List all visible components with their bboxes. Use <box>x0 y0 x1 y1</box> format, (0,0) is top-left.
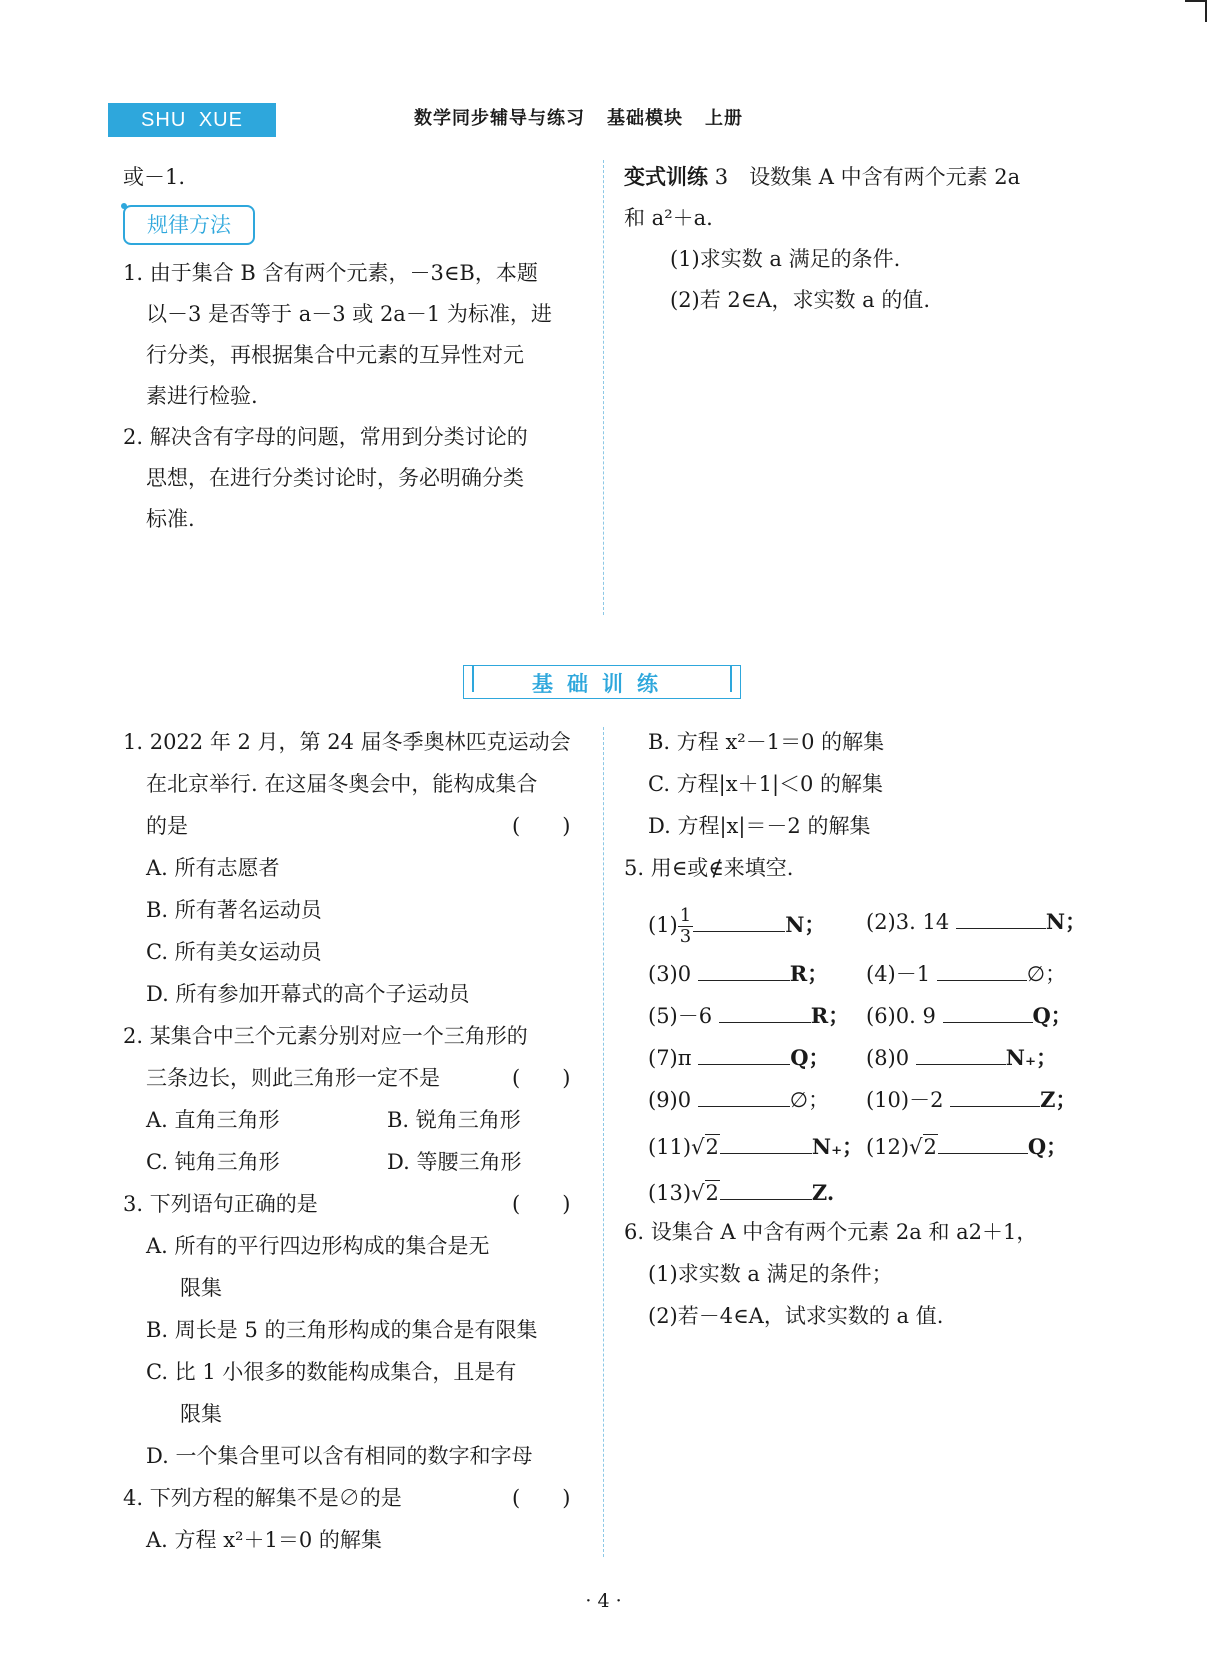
variant-training-line2: 和 a²＋a. <box>624 206 713 230</box>
q2-option-d: D. 等腰三角形 <box>387 1150 522 1174</box>
q6-line: 6. 设集合 A 中含有两个元素 2a 和 a2＋1， <box>624 1220 1038 1244</box>
q4-answer-paren: ( ) <box>512 1486 571 1510</box>
page-number: · 4 · <box>585 1590 622 1612</box>
q5-item-10: (10)－2 Z； <box>866 1084 1077 1114</box>
q5-item-9: (9)0 ∅； <box>648 1084 829 1114</box>
column-divider-bottom <box>603 727 604 1557</box>
q5-item-4: (4)－1 ∅； <box>866 958 1066 988</box>
variant-training-line1: 变式训练 3 设数集 A 中含有两个元素 2a <box>624 164 1021 189</box>
q1-option-c: C. 所有美女运动员 <box>146 940 322 964</box>
method-p2-line2: 思想，在进行分类讨论时，务必明确分类 <box>146 466 524 490</box>
method-p1-line2: 以－3 是否等于 a－3 或 2a－1 为标准，进 <box>146 302 552 326</box>
method-p1-line1: 1. 由于集合 B 含有两个元素，－3∈B，本题 <box>123 261 538 285</box>
q3-option-a-line2: 限集 <box>180 1276 222 1300</box>
q1-line2: 在北京举行. 在这届冬奥会中，能构成集合 <box>146 772 538 796</box>
q2-option-c: C. 钝角三角形 <box>146 1150 280 1174</box>
q5-item-5: (5)－6 R； <box>648 1000 849 1030</box>
q3-answer-paren: ( ) <box>512 1192 571 1216</box>
q1-line1: 1. 2022 年 2 月，第 24 届冬季奥林匹克运动会 <box>123 730 571 754</box>
q5-item-12: (12)√2 Q； <box>866 1131 1067 1161</box>
corner-mark <box>1185 0 1207 22</box>
q6-sub1: (1)求实数 a 满足的条件； <box>648 1262 893 1286</box>
q4-option-b: B. 方程 x²－1＝0 的解集 <box>648 730 885 754</box>
q2-line2: 三条边长，则此三角形一定不是 <box>146 1066 440 1090</box>
q4-option-a: A. 方程 x²＋1＝0 的解集 <box>146 1528 382 1552</box>
q5-item-11: (11)√2 N₊； <box>648 1131 863 1161</box>
q2-option-a: A. 直角三角形 <box>146 1108 280 1132</box>
q4-line: 4. 下列方程的解集不是∅的是 <box>123 1486 402 1510</box>
method-tag: 规律方法 <box>123 205 255 245</box>
method-p2-line1: 2. 解决含有字母的问题，常用到分类讨论的 <box>123 425 528 449</box>
method-p1-line3: 行分类，再根据集合中元素的互异性对元 <box>146 343 524 367</box>
continued-answer: 或－1. <box>123 165 186 189</box>
q5-line: 5. 用∈或∉来填空. <box>624 856 794 880</box>
q3-line: 3. 下列语句正确的是 <box>123 1192 318 1216</box>
variant-q2: (2)若 2∈A，求实数 a 的值. <box>670 288 931 312</box>
q5-item-13: (13)√2 Z. <box>648 1177 834 1207</box>
q1-option-a: A. 所有志愿者 <box>146 856 280 880</box>
q3-option-a-line1: A. 所有的平行四边形构成的集合是无 <box>146 1234 490 1258</box>
q2-option-b: B. 锐角三角形 <box>387 1108 521 1132</box>
variant-q1: (1)求实数 a 满足的条件. <box>670 247 901 271</box>
q3-option-b: B. 周长是 5 的三角形构成的集合是有限集 <box>146 1318 538 1342</box>
q1-line3: 的是 <box>146 814 188 838</box>
q1-option-d: D. 所有参加开幕式的高个子运动员 <box>146 982 470 1006</box>
q5-item-3: (3)0 R； <box>648 958 828 988</box>
column-divider-top <box>603 160 604 615</box>
q3-option-c-line2: 限集 <box>180 1402 222 1426</box>
q1-option-b: B. 所有著名运动员 <box>146 898 322 922</box>
q6-sub2: (2)若－4∈A，试求实数的 a 值. <box>648 1304 944 1328</box>
q5-item-8: (8)0 N₊； <box>866 1042 1057 1072</box>
q1-answer-paren: ( ) <box>512 814 571 838</box>
q5-item-1: (1) $\frac{1}{3}$ N； <box>648 905 826 947</box>
method-p2-line3: 标准. <box>146 507 195 531</box>
method-p1-line4: 素进行检验. <box>146 384 258 408</box>
q2-answer-paren: ( ) <box>512 1066 571 1090</box>
book-title: 数学同步辅导与练习 基础模块 上册 <box>414 108 743 129</box>
q5-item-6: (6)0. 9 Q； <box>866 1000 1072 1030</box>
section-title: 基础训练 <box>463 665 741 699</box>
q3-option-c-line1: C. 比 1 小很多的数能构成集合，且是有 <box>146 1360 517 1384</box>
q5-item-7: (7)π Q； <box>648 1042 830 1072</box>
q3-option-d: D. 一个集合里可以含有相同的数字和字母 <box>146 1444 533 1468</box>
q4-option-d: D. 方程|x|＝－2 的解集 <box>648 814 871 838</box>
q2-line1: 2. 某集合中三个元素分别对应一个三角形的 <box>123 1024 528 1048</box>
subject-badge: SHU XUE <box>108 103 276 137</box>
q5-item-2: (2)3. 14 N； <box>866 906 1086 936</box>
q4-option-c: C. 方程|x＋1|＜0 的解集 <box>648 772 884 796</box>
